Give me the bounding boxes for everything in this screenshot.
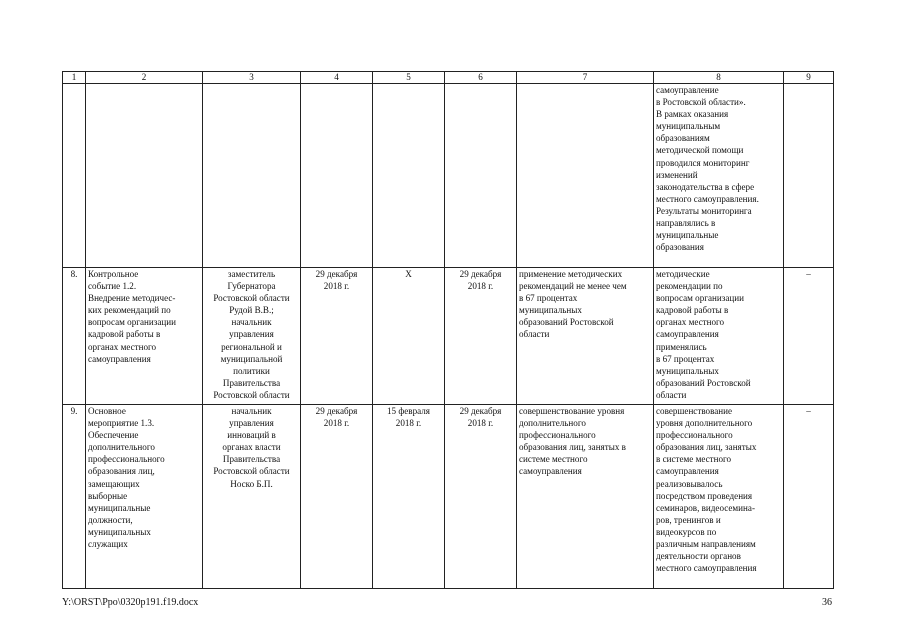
actual-result-cell: самоуправление в Ростовской области». В рамках оказания муниципальным образованиям методической помощи проводился мониторинг изменений законодательства в сфере местного самоуправления. Результаты мониторинга направлялись в муниципальные образования [654,84,784,268]
expected-result-cell: применение методических рекомендаций не менее чем в 67 процентах муниципальных образований Ростовской области [517,268,654,405]
start-date-cell: 15 февраля 2018 г. [373,405,445,589]
column-header: 3 [203,72,301,84]
report-table [62,71,834,589]
row-number-cell: 9. [63,405,86,589]
event-cell: Основное мероприятие 1.3. Обеспечение дополнительного профессионального образования лиц, замещающих выборные муниципальные должности, муниципальных служащих [86,405,203,589]
column-header: 7 [517,72,654,84]
note-cell: – [784,405,834,589]
column-header: 8 [654,72,784,84]
end-date-cell: 29 декабря 2018 г. [445,405,517,589]
responsible-cell: заместитель Губернатора Ростовской области Рудой В.В.; начальник управления региональной и муниципальной политики Правительства Ростовской области [203,268,301,405]
column-header: 6 [445,72,517,84]
table-row [63,405,834,589]
responsible-cell [203,84,301,268]
footer-file-path: Y:\ORST\Ppo\0320p191.f19.docx [62,597,199,608]
event-cell [86,84,203,268]
end-date-cell: 29 декабря 2018 г. [445,268,517,405]
column-header: 4 [301,72,373,84]
note-cell [784,84,834,268]
planned-date-cell [301,84,373,268]
event-cell: Контрольное событие 1.2. Внедрение методичес- ких рекомендаций по вопросам организации кадровой работы в органах местного самоуправления [86,268,203,405]
planned-date-cell: 29 декабря 2018 г. [301,268,373,405]
planned-date-cell: 29 декабря 2018 г. [301,405,373,589]
column-header: 2 [86,72,203,84]
end-date-cell [445,84,517,268]
table-row [63,84,834,268]
responsible-cell: начальник управления инноваций в органах власти Правительства Ростовской области Носко Б.П. [203,405,301,589]
note-cell: – [784,268,834,405]
start-date-cell: Х [373,268,445,405]
table-row [63,268,834,405]
table-header-row [63,72,834,84]
column-header: 9 [784,72,834,84]
page-number: 36 [822,597,832,608]
column-header: 5 [373,72,445,84]
row-number-cell [63,84,86,268]
start-date-cell [373,84,445,268]
expected-result-cell: совершенствование уровня дополнительного профессионального образования лиц, занятых в системе местного самоуправления [517,405,654,589]
column-header: 1 [63,72,86,84]
expected-result-cell [517,84,654,268]
actual-result-cell: методические рекомендации по вопросам организации кадровой работы в органах местного самоуправления применялись в 67 процентах муниципальных образований Ростовской области [654,268,784,405]
actual-result-cell: совершенствование уровня дополнительного профессионального образования лиц, занятых в системе местного самоуправления реализовывалось посредством проведения семинаров, видеосемина- ров, тренингов и видеокурсов по различным направлениям деятельности органов местного самоуправления [654,405,784,589]
row-number-cell: 8. [63,268,86,405]
